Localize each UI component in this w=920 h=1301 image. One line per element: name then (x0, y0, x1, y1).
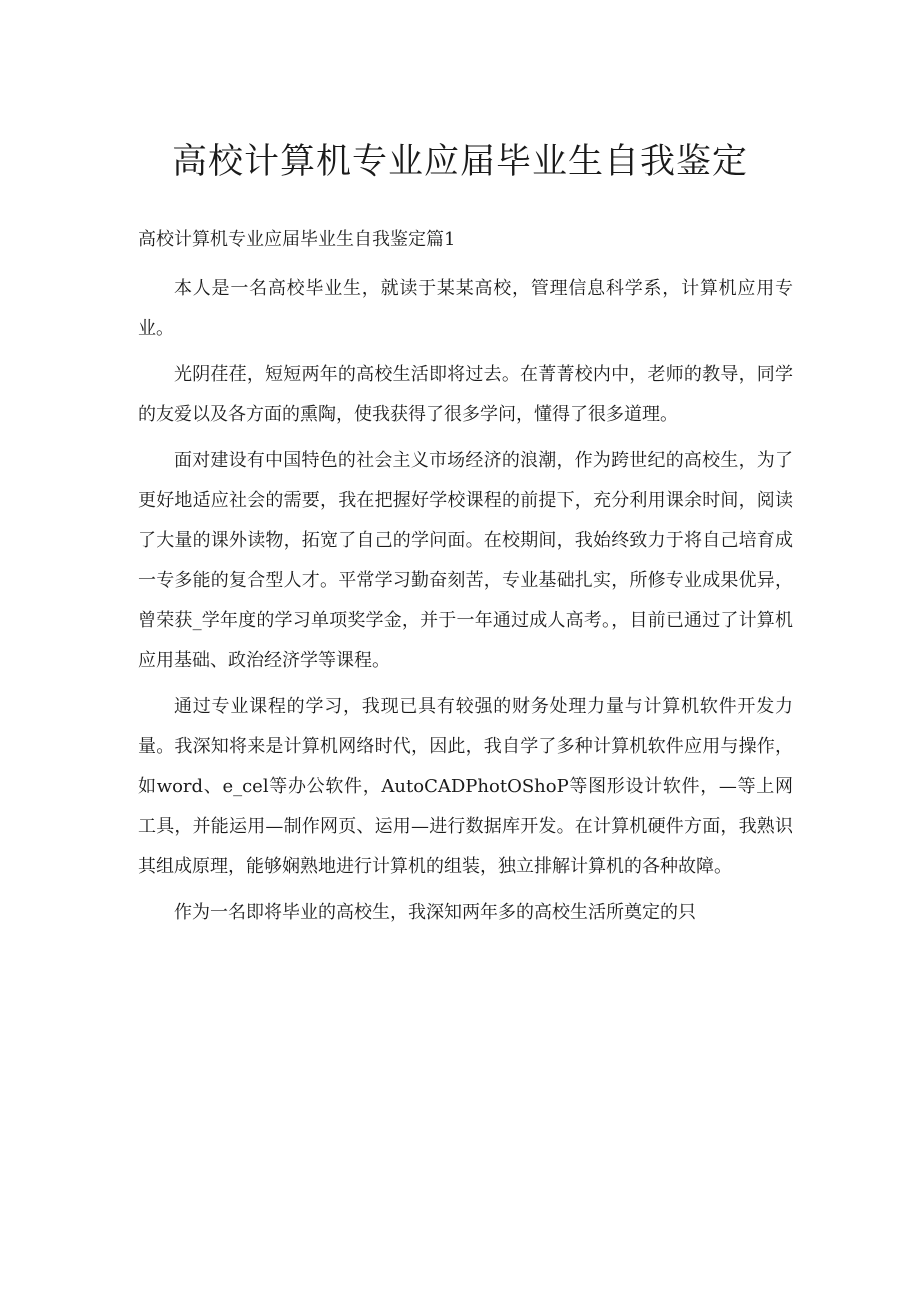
paragraph: 通过专业课程的学习，我现已具有较强的财务处理力量与计算机软件开发力量。我深知将来是计算机网络时代，因此，我自学了多种计算机软件应用与操作，如word、e_cel等办公软件，AutoCADPhotOShoP等图形设计软件，—等上网工具，并能运用—制作网页、运用—进行数据库开发。在计算机硬件方面，我熟识其组成原理，能够娴熟地进行计算机的组装，独立排解计算机的各种故障。 (138, 696, 793, 877)
paragraph: 面对建设有中国特色的社会主义市场经济的浪潮，作为跨世纪的高校生，为了更好地适应社会的需要，我在把握好学校课程的前提下，充分利用课余时间，阅读了大量的课外读物，拓宽了自己的学问面。在校期间，我始终致力于将自己培育成一专多能的复合型人才。平常学习勤奋刻苦，专业基础扎实，所修专业成果优异，曾荣获_学年度的学习单项奖学金，并于一年通过成人高考。，目前已通过了计算机应用基础、政治经济学等课程。 (138, 450, 793, 671)
document-title: 高校计算机专业应届毕业生自我鉴定 (171, 142, 748, 182)
body-text (138, 266, 793, 936)
paragraph: 光阴荏荏，短短两年的高校生活即将过去。在菁菁校内中，老师的教导，同学的友爱以及各方面的熏陶，使我获得了很多学问，懂得了很多道理。 (138, 364, 793, 425)
paragraph: 作为一名即将毕业的高校生，我深知两年多的高校生活所奠定的只 (174, 902, 696, 923)
paragraph: 本人是一名高校毕业生，就读于某某高校，管理信息科学系，计算机应用专业。 (138, 278, 793, 339)
section-heading: 高校计算机专业应届毕业生自我鉴定篇1 (138, 229, 456, 250)
